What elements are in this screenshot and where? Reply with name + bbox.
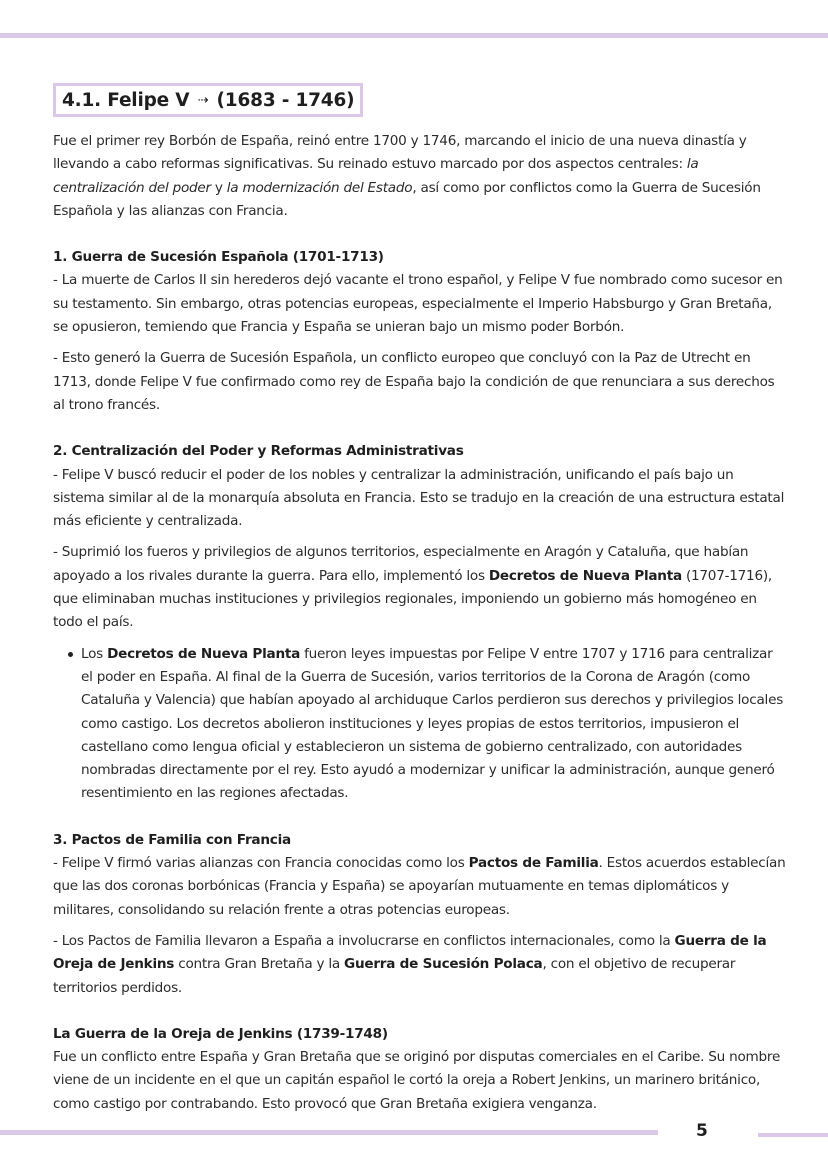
- section-2-title: 2. Centralización del Poder y Reformas Administrativas: [53, 443, 464, 460]
- section-3-paragraph-1: [53, 852, 786, 922]
- section-3-paragraph-2-bold-2: Guerra de Sucesión Polaca: [344, 956, 543, 973]
- bullet-text-c: fueron leyes impuestas por Felipe V entre 1707 y 1716 para centralizar el poder en España. Al final de la Guerra de Sucesión, varios territorios de la Corona de Aragón (como Cataluña y Valencia) que habían apoyado al archiduque Carlos perdieron sus derechos y privilegios locales como castigo. Los decretos abolieron instituciones y leyes propias de estos territorios, impusieron el castellano como lengua oficial y establecieron un sistema de gobierno centralizado, con autoridades nombradas directamente por el rey. Esto ayudó a modernizar y unificar la administración, aunque generó resentimiento en las regiones afectadas.: [81, 645, 784, 802]
- top-divider: [0, 33, 828, 38]
- bullet-dot-icon: [68, 652, 73, 657]
- section-2-paragraph-2-text-c: (1707-1716), que eliminaban muchas instituciones y privilegios regionales, imponiendo un gobierno más homogéneo en todo el país.: [53, 567, 772, 631]
- section-3-paragraph-2-text-a: - Los Pactos de Familia llevaron a España a involucrarse en conflictos internacionales, como la: [53, 932, 675, 949]
- list-item: [81, 643, 786, 806]
- intro-text-1: Fue el primer rey Borbón de España, reinó entre 1700 y 1746, marcando el inicio de una nueva dinastía y llevando a cabo reformas significativas. Su reinado estuvo marcado por dos aspectos centrales:: [53, 133, 747, 173]
- section-heading: [62, 90, 354, 111]
- section-3-paragraph-1-text-c: . Estos acuerdos establecían que las dos coronas borbónicas (Francia y España) se apoyarían mutuamente en temas diplomáticos y militares, consolidando su relación frente a otras potencias europeas.: [53, 855, 786, 918]
- document-body: [53, 130, 786, 1116]
- heading-name: Felipe V: [107, 89, 190, 111]
- section-2-bullet-list: [53, 643, 786, 806]
- section-1-paragraph-1: - La muerte de Carlos II sin herederos dejó vacante el trono español, y Felipe V fue nombrado como sucesor en su testamento. Sin embargo, otras potencias europeas, especialmente el Imperio Habsburgo y Gran Bretaña, se opusieron, temiendo que Francia y España se unieran bajo un mismo poder Borbón.: [53, 272, 783, 336]
- section-heading-box: [53, 83, 363, 117]
- section-2-paragraph-2: [53, 541, 786, 634]
- heading-years: (1683 - 1746): [216, 89, 355, 111]
- section-3-paragraph-2-text-e: , con el objetivo de recuperar territorios perdidos.: [53, 956, 736, 996]
- section-3-paragraph-1-text-a: - Felipe V firmó varias alianzas con Francia conocidas como los: [53, 855, 469, 872]
- section-3-paragraph-1-bold: Pactos de Familia: [468, 855, 599, 872]
- bottom-divider-left: [0, 1130, 658, 1135]
- section-2-paragraph-2-text-a: - Suprimió los fueros y privilegios de algunos territorios, especialmente en Aragón y Cataluña, que habían apoyado a los rivales durante la guerra. Para ello, implementó los: [53, 544, 749, 584]
- intro-emphasis-2: la modernización del Estado: [226, 179, 413, 196]
- section-2-paragraph-1: - Felipe V buscó reducir el poder de los nobles y centralizar la administración, unificando el país bajo un sistema similar al de la monarquía absoluta en Francia. Esto se tradujo en la creación de una estructura estatal más eficiente y centralizada.: [53, 466, 785, 530]
- page-number: 5: [696, 1121, 708, 1141]
- bullet-bold: Decretos de Nueva Planta: [107, 645, 301, 662]
- intro-text-3: , así como por conflictos como la Guerra de Sucesión Española y las alianzas con Francia.: [53, 179, 761, 219]
- section-1-title: 1. Guerra de Sucesión Española (1701-1713): [53, 249, 384, 266]
- bottom-divider-right: [758, 1133, 828, 1137]
- heading-number: 4.1.: [62, 89, 102, 111]
- section-3-title: 3. Pactos de Familia con Francia: [53, 831, 291, 848]
- section-4-title: La Guerra de la Oreja de Jenkins (1739-1748): [53, 1025, 388, 1042]
- section-3-paragraph-2: [53, 930, 786, 1000]
- intro-paragraph: [53, 130, 786, 223]
- section-2-paragraph-2-bold: Decretos de Nueva Planta: [488, 567, 682, 584]
- intro-emphasis-1: la centralización del poder: [53, 156, 699, 196]
- section-3-paragraph-2-text-c: contra Gran Bretaña y la: [174, 956, 345, 973]
- section-3-paragraph-2-bold-1: Guerra de la Oreja de Jenkins: [53, 932, 767, 973]
- section-4-paragraph-1: Fue un conflicto entre España y Gran Bretaña que se originó por disputas comerciales en el Caribe. Su nombre viene de un incidente en el que un capitán español le cortó la oreja a Robert Jenkins, un marinero británico, como castigo por contrabando. Esto provocó que Gran Bretaña exigiera venganza.: [53, 1049, 781, 1112]
- bullet-text-a: Los: [81, 645, 108, 662]
- dotted-arrow-icon: ⇢: [197, 92, 209, 108]
- intro-text-2: y: [210, 179, 227, 196]
- section-1-paragraph-2: - Esto generó la Guerra de Sucesión Española, un conflicto europeo que concluyó con la Paz de Utrecht en 1713, donde Felipe V fue confirmado como rey de España bajo la condición de que renunciara a sus derechos al trono francés.: [53, 350, 775, 413]
